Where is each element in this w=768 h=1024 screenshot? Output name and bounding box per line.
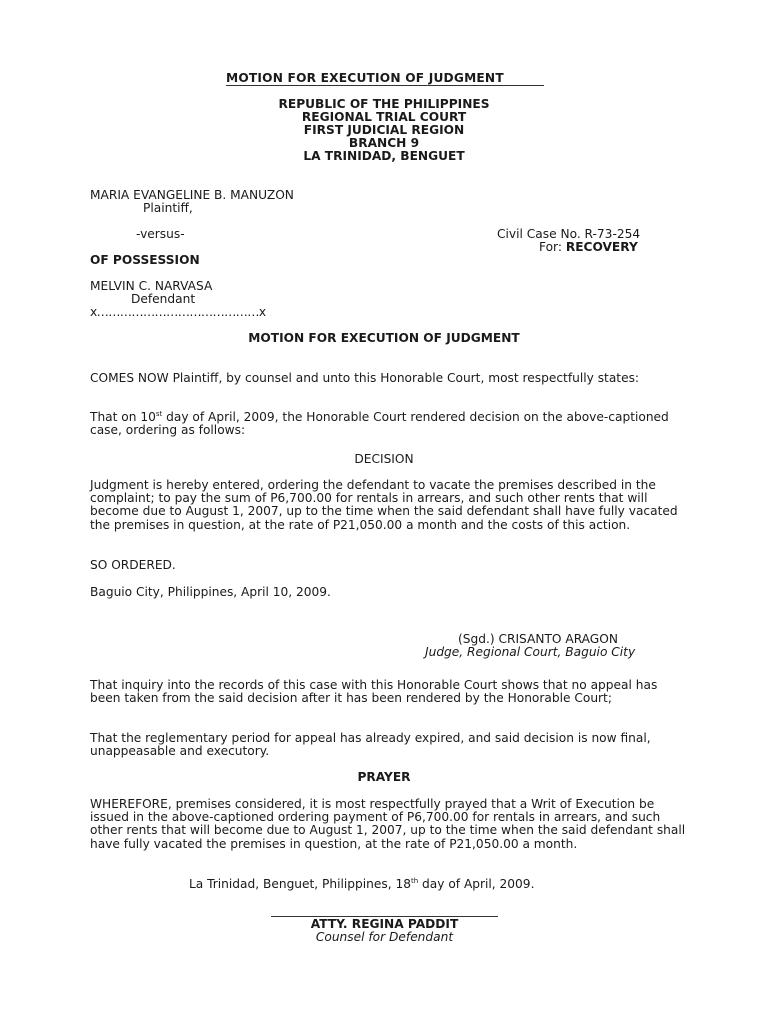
caption-separator: x……………………………………x (90, 305, 266, 319)
ordinal-suffix: th (410, 877, 419, 885)
court-header-line: REPUBLIC OF THE PHILIPPINES (278, 97, 490, 111)
prayer-heading: PRAYER (357, 770, 411, 784)
decision-text: Judgment is hereby entered, ordering the defendant to vacate the premises described in the complaint; to pay the sum of P6,700.00 for rentals in arrears, and such other rents that will become due to August 1, 2007, up to the time when the said defendant shall have fully vacated the premises in question, at the rate of P21,050.00 a month and the costs of this action. (90, 478, 678, 532)
plaintiff-name: MARIA EVANGELINE B. MANUZON (90, 188, 294, 202)
decision-intro-paragraph: That on 10st day of April, 2009, the Honorable Court rendered decision on the above-captioned case, ordering as follows: (90, 410, 669, 438)
decision-heading: DECISION (354, 452, 414, 466)
judge-name: (Sgd.) CRISANTO ARAGON (458, 632, 618, 646)
case-for (539, 241, 638, 254)
court-header-line: LA TRINIDAD, BENGUET (303, 149, 465, 163)
case-for-value: RECOVERY (565, 240, 638, 254)
prayer-text: WHEREFORE, premises considered, it is most respectfully prayed that a Writ of Execution be issued in the above-captioned ordering payment of P6,700.00 for rentals in arrears, and such other rents that will become due to August 1, 2007, up to the time when the said defendant shall have fully vacated the premises in question, at the rate of P21,050.00 a month. (90, 797, 686, 851)
intro-paragraph: COMES NOW Plaintiff, by counsel and unto this Honorable Court, most respectfully states: (90, 371, 640, 385)
versus-label: -versus- (136, 227, 185, 241)
case-for-label: For: (539, 240, 566, 254)
court-header-line: BRANCH 9 (348, 136, 420, 150)
case-number: Civil Case No. R-73-254 (497, 227, 641, 241)
court-header-line: REGIONAL TRIAL COURT (301, 110, 467, 124)
so-ordered: SO ORDERED. (90, 558, 176, 572)
closing-place-date: La Trinidad, Benguet, Philippines, 18th day of April, 2009. (189, 877, 535, 891)
body-title: MOTION FOR EXECUTION OF JUDGMENT (248, 331, 520, 345)
case-for-value-continued: OF POSSESSION (90, 253, 200, 267)
inquiry-paragraph: That inquiry into the records of this case with this Honorable Court shows that no appeal has been taken from the said decision after it has been rendered by the Honorable Court; (90, 678, 658, 706)
defendant-name: MELVIN C. NARVASA (90, 279, 213, 293)
document-title: MOTION FOR EXECUTION OF JUDGMENT (226, 72, 544, 86)
decision-place-date: Baguio City, Philippines, April 10, 2009. (90, 585, 331, 599)
court-header (0, 98, 768, 163)
defendant-role: Defendant (131, 292, 196, 306)
counsel-title: Counsel for Defendant (315, 930, 454, 944)
ordinal-suffix: st (155, 410, 163, 418)
court-header-line: FIRST JUDICIAL REGION (303, 123, 465, 137)
counsel-name: ATTY. REGINA PADDIT (310, 917, 459, 931)
period-paragraph: That the reglementary period for appeal has already expired, and said decision is now final, unappeasable and executory. (90, 731, 651, 759)
plaintiff-role: Plaintiff, (143, 201, 193, 215)
judge-title: Judge, Regional Court, Baguio City (425, 645, 636, 659)
